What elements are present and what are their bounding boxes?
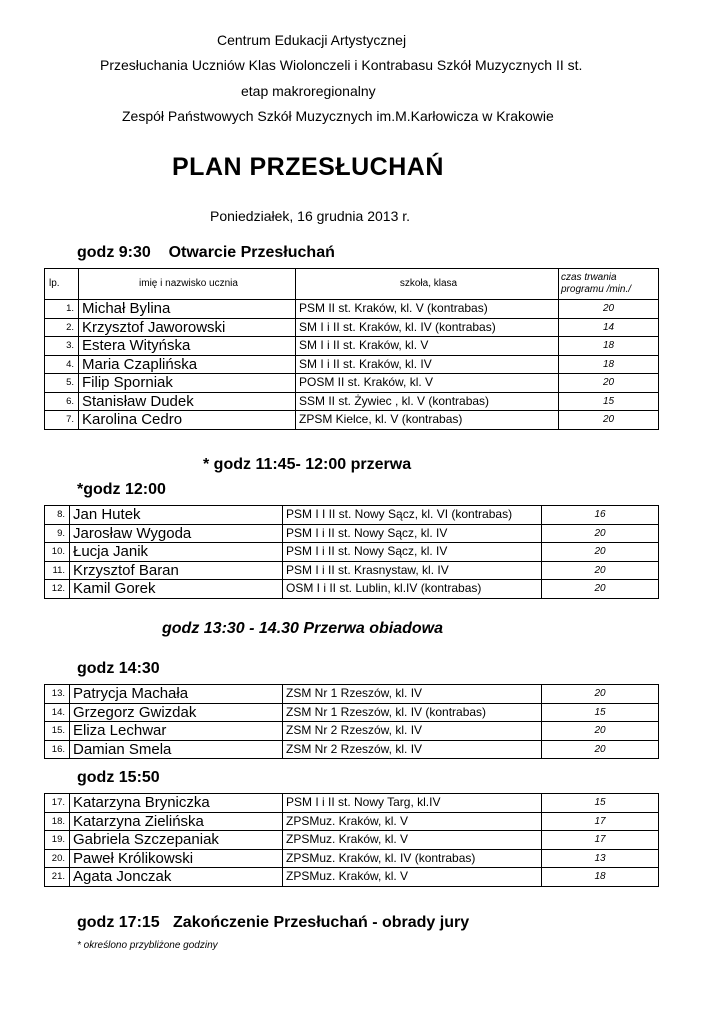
school-class: ZPSMuz. Kraków, kl. V [283, 831, 542, 850]
row-number: 21. [45, 868, 70, 887]
row-number: 9. [45, 524, 70, 543]
section-heading-noon: *godz 12:00 [77, 481, 166, 498]
section-heading-opening: godz 9:30 Otwarcie Przesłuchań [77, 244, 335, 261]
duration: 20 [542, 722, 659, 741]
row-number: 15. [45, 722, 70, 741]
duration: 20 [542, 740, 659, 759]
row-number: 14. [45, 703, 70, 722]
duration: 17 [542, 831, 659, 850]
student-name: Patrycja Machała [70, 685, 283, 704]
row-number: 4. [45, 355, 79, 374]
section-heading-afternoon: godz 14:30 [77, 660, 160, 677]
student-name: Gabriela Szczepaniak [70, 831, 283, 850]
table-row [45, 337, 659, 356]
school-class: PSM I i II st. Nowy Targ, kl.IV [283, 794, 542, 813]
school-class: ZSM Nr 2 Rzeszów, kl. IV [283, 740, 542, 759]
row-number: 3. [45, 337, 79, 356]
break-heading-2: godz 13:30 - 14.30 Przerwa obiadowa [162, 620, 443, 637]
duration: 20 [559, 374, 659, 393]
schedule-table-2 [44, 505, 659, 599]
row-number: 18. [45, 812, 70, 831]
student-name: Paweł Królikowski [70, 849, 283, 868]
duration: 18 [542, 868, 659, 887]
student-name: Estera Wityńska [79, 337, 296, 356]
duration: 16 [542, 506, 659, 525]
table-row [45, 868, 659, 887]
table-row [45, 561, 659, 580]
row-number: 19. [45, 831, 70, 850]
row-number: 6. [45, 392, 79, 411]
table-row [45, 849, 659, 868]
table-row [45, 524, 659, 543]
table-row [45, 506, 659, 525]
column-header-time: czas trwania programu /min./ [559, 269, 659, 300]
school-class: SM I i II st. Kraków, kl. V [296, 337, 559, 356]
student-name: Katarzyna Bryniczka [70, 794, 283, 813]
student-name: Grzegorz Gwizdak [70, 703, 283, 722]
row-number: 1. [45, 300, 79, 319]
duration: 20 [542, 580, 659, 599]
row-number: 8. [45, 506, 70, 525]
column-header-name: imię i nazwisko ucznia [79, 269, 296, 300]
duration: 20 [542, 685, 659, 704]
school-class: ZSM Nr 2 Rzeszów, kl. IV [283, 722, 542, 741]
column-header-school: szkoła, klasa [296, 269, 559, 300]
student-name: Damian Smela [70, 740, 283, 759]
duration: 20 [542, 524, 659, 543]
table-row [45, 411, 659, 430]
school-class: PSM I I II st. Nowy Sącz, kl. VI (kontrabas) [283, 506, 542, 525]
row-number: 16. [45, 740, 70, 759]
school-class: PSM I i II st. Nowy Sącz, kl. IV [283, 543, 542, 562]
table-row [45, 740, 659, 759]
school-class: ZPSMuz. Kraków, kl. V [283, 812, 542, 831]
student-name: Michał Bylina [79, 300, 296, 319]
student-name: Agata Jonczak [70, 868, 283, 887]
footnote: * określono przybliżone godziny [77, 940, 218, 951]
row-number: 12. [45, 580, 70, 599]
table-row [45, 812, 659, 831]
duration: 18 [559, 337, 659, 356]
schedule-table-4 [44, 793, 659, 887]
row-number: 11. [45, 561, 70, 580]
row-number: 10. [45, 543, 70, 562]
table-row [45, 722, 659, 741]
table-row [45, 685, 659, 704]
table-row [45, 300, 659, 319]
row-number: 2. [45, 318, 79, 337]
date-line: Poniedziałek, 16 grudnia 2013 r. [210, 208, 411, 224]
duration: 20 [559, 411, 659, 430]
column-header-lp: lp. [45, 269, 79, 300]
duration: 15 [542, 703, 659, 722]
student-name: Karolina Cedro [79, 411, 296, 430]
student-name: Krzysztof Baran [70, 561, 283, 580]
duration: 15 [559, 392, 659, 411]
duration: 18 [559, 355, 659, 374]
row-number: 7. [45, 411, 79, 430]
schedule-table-1 [44, 268, 659, 430]
header-line-4: Zespół Państwowych Szkół Muzycznych im.M.Karłowicza w Krakowie [122, 108, 554, 124]
row-number: 17. [45, 794, 70, 813]
school-class: PSM II st. Kraków, kl. V (kontrabas) [296, 300, 559, 319]
student-name: Łucja Janik [70, 543, 283, 562]
student-name: Jan Hutek [70, 506, 283, 525]
header-line-2: Przesłuchania Uczniów Klas Wiolonczeli i Kontrabasu Szkół Muzycznych II st. [100, 57, 583, 73]
table-row [45, 543, 659, 562]
school-class: SSM II st. Żywiec , kl. V (kontrabas) [296, 392, 559, 411]
student-name: Katarzyna Zielińska [70, 812, 283, 831]
school-class: ZSM Nr 1 Rzeszów, kl. IV [283, 685, 542, 704]
school-class: PSM I i II st. Krasnystaw, kl. IV [283, 561, 542, 580]
duration: 17 [542, 812, 659, 831]
table-row [45, 318, 659, 337]
student-name: Jarosław Wygoda [70, 524, 283, 543]
closing-heading: godz 17:15 Zakończenie Przesłuchań - obrady jury [77, 914, 470, 931]
school-class: POSM II st. Kraków, kl. V [296, 374, 559, 393]
row-number: 5. [45, 374, 79, 393]
duration: 20 [542, 561, 659, 580]
duration: 20 [559, 300, 659, 319]
student-name: Eliza Lechwar [70, 722, 283, 741]
table-header-row [45, 269, 659, 300]
section-heading-late: godz 15:50 [77, 769, 160, 786]
school-class: OSM I i II st. Lublin, kl.IV (kontrabas) [283, 580, 542, 599]
school-class: SM I i II st. Kraków, kl. IV (kontrabas) [296, 318, 559, 337]
table-row [45, 580, 659, 599]
row-number: 20. [45, 849, 70, 868]
duration: 15 [542, 794, 659, 813]
table-row [45, 374, 659, 393]
duration: 20 [542, 543, 659, 562]
duration: 14 [559, 318, 659, 337]
table-row [45, 392, 659, 411]
school-class: ZPSMuz. Kraków, kl. V [283, 868, 542, 887]
row-number: 13. [45, 685, 70, 704]
page-title: PLAN PRZESŁUCHAŃ [172, 153, 444, 181]
school-class: ZPSM Kielce, kl. V (kontrabas) [296, 411, 559, 430]
student-name: Krzysztof Jaworowski [79, 318, 296, 337]
student-name: Stanisław Dudek [79, 392, 296, 411]
header-line-3: etap makroregionalny [241, 83, 376, 99]
table-row [45, 355, 659, 374]
table-row [45, 831, 659, 850]
student-name: Maria Czaplińska [79, 355, 296, 374]
school-class: PSM I i II st. Nowy Sącz, kl. IV [283, 524, 542, 543]
schedule-table-3 [44, 684, 659, 759]
table-row [45, 703, 659, 722]
student-name: Kamil Gorek [70, 580, 283, 599]
duration: 13 [542, 849, 659, 868]
school-class: ZPSMuz. Kraków, kl. IV (kontrabas) [283, 849, 542, 868]
school-class: ZSM Nr 1 Rzeszów, kl. IV (kontrabas) [283, 703, 542, 722]
school-class: SM I i II st. Kraków, kl. IV [296, 355, 559, 374]
student-name: Filip Sporniak [79, 374, 296, 393]
break-heading-1: * godz 11:45- 12:00 przerwa [203, 456, 412, 473]
table-row [45, 794, 659, 813]
header-line-1: Centrum Edukacji Artystycznej [217, 32, 407, 48]
